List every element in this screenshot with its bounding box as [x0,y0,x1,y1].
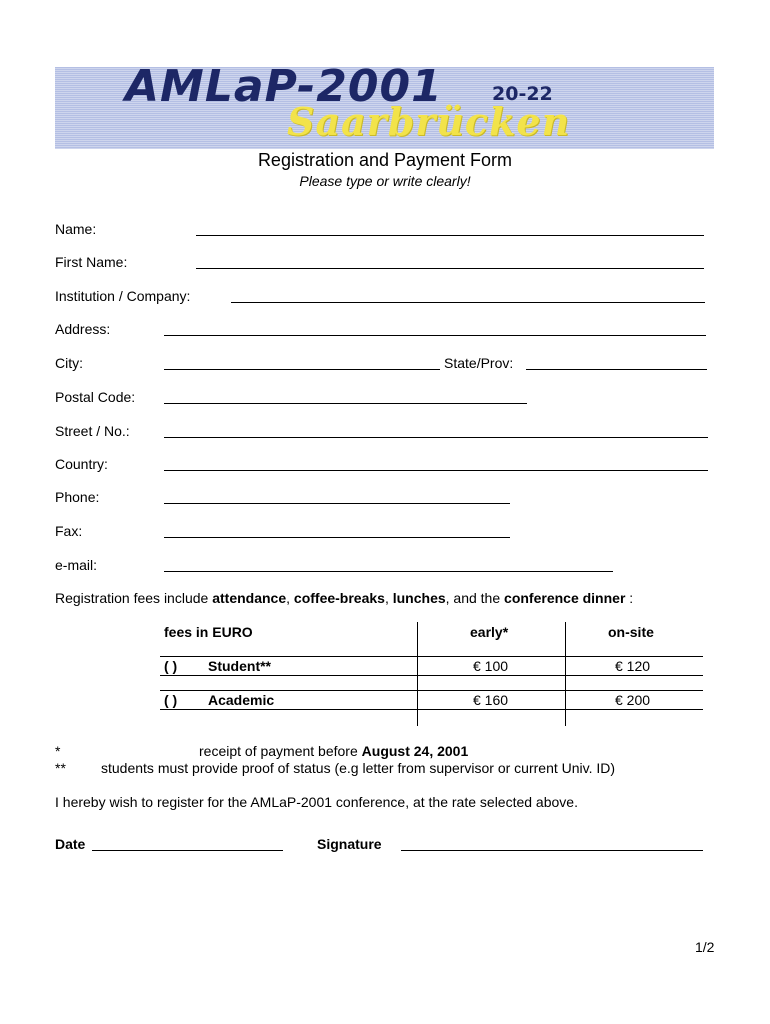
name-field[interactable] [196,235,704,236]
institution-field[interactable] [231,302,705,303]
table-rule [160,656,703,657]
state-label: State/Prov: [444,355,514,371]
student-onsite-fee: € 120 [615,658,651,674]
phone-label: Phone: [55,489,100,505]
first-name-label: First Name: [55,254,128,270]
academic-checkbox[interactable]: ( ) [164,692,178,708]
footnote-marker-2: ** [55,760,66,776]
form-title: Registration and Payment Form [257,150,513,170]
fax-label: Fax: [55,523,83,539]
table-rule [160,690,703,691]
postal-code-label: Postal Code: [55,389,136,405]
signature-field[interactable] [401,850,703,851]
footnote-student-proof: students must provide proof of status (e.g letter from supervisor or current Univ. ID) [101,760,616,776]
page-number: 1/2 [695,939,715,955]
table-rule [160,675,703,676]
student-checkbox[interactable]: ( ) [164,658,178,674]
street-label: Street / No.: [55,423,130,439]
academic-onsite-fee: € 200 [615,692,651,708]
fees-description: Registration fees include attendance, coffee-breaks, lunches, and the conference dinner : [55,590,634,606]
student-early-fee: € 100 [473,658,509,674]
academic-early-fee: € 160 [473,692,509,708]
footnote-early-deadline: receipt of payment before August 24, 2001 [199,743,469,759]
form-subtitle: Please type or write clearly! [299,173,471,189]
table-divider [565,622,566,726]
declaration-text: I hereby wish to register for the AMLaP-2001 conference, at the rate selected above. [55,794,578,810]
date-label: Date [55,836,86,852]
name-label: Name: [55,221,97,237]
signature-label: Signature [317,836,382,852]
country-label: Country: [55,456,108,472]
fees-header-onsite: on-site [608,624,654,640]
postal-code-field[interactable] [164,403,527,404]
phone-field[interactable] [164,503,510,504]
table-divider [417,622,418,726]
header-banner [55,61,714,149]
footnote-marker-1: * [55,743,61,759]
institution-label: Institution / Company: [55,288,191,304]
address-field[interactable] [164,335,706,336]
country-field[interactable] [164,470,708,471]
conference-logo-title: AMLaP-2001 [125,61,443,112]
email-field[interactable] [164,571,613,572]
table-rule [160,709,703,710]
state-field[interactable] [526,369,707,370]
fees-header-early: early* [470,624,509,640]
conference-dates: 20-22 [492,83,553,105]
city-label: City: [55,355,83,371]
email-label: e-mail: [55,557,98,573]
academic-rate-label: Academic [208,692,275,708]
fax-field[interactable] [164,537,510,538]
address-label: Address: [55,321,111,337]
city-field[interactable] [164,369,440,370]
street-field[interactable] [164,437,708,438]
student-rate-label: Student** [208,658,271,674]
date-field[interactable] [92,850,283,851]
conference-city: Saarbrücken [287,99,571,144]
fees-header-category: fees in EURO [164,624,253,640]
first-name-field[interactable] [196,268,704,269]
